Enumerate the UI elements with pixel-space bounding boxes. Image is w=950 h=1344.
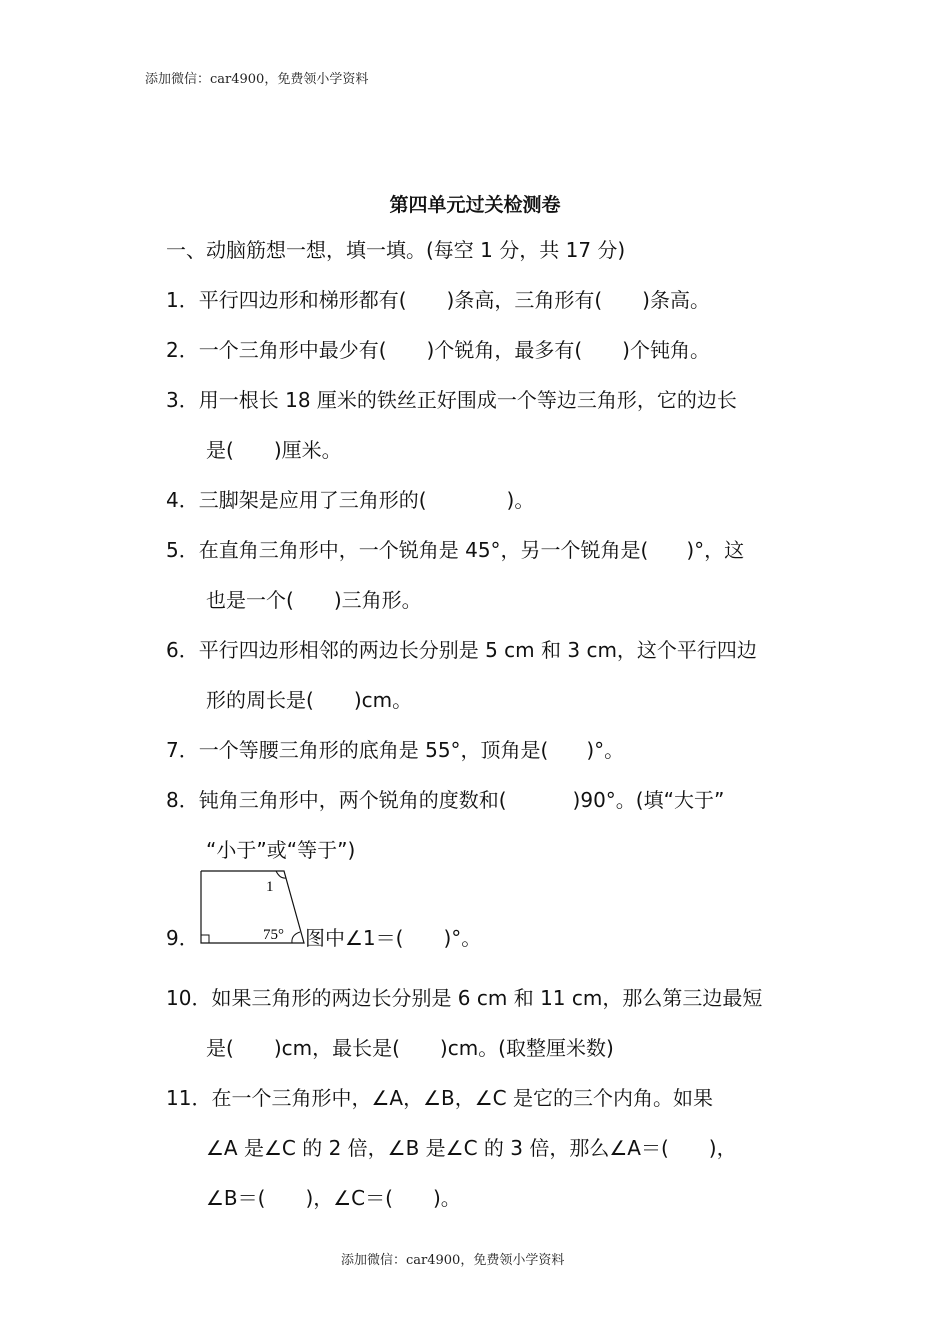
angle-75-label: 75° — [263, 927, 284, 943]
question-1: 1．平行四边形和梯形都有( )条高，三角形有( )条高。 — [166, 288, 710, 312]
trapezoid-figure — [198, 869, 308, 947]
question-3-line1: 3．用一根长 18 厘米的铁丝正好围成一个等边三角形，它的边长 — [166, 388, 737, 412]
question-2: 2．一个三角形中最少有( )个锐角，最多有( )个钝角。 — [166, 338, 710, 362]
question-6-line2: 形的周长是( )cm。 — [206, 688, 413, 712]
question-11-line1: 11．在一个三角形中，∠A，∠B，∠C 是它的三个内角。如果 — [166, 1086, 713, 1110]
question-10-line2: 是( )cm，最长是( )cm。(取整厘米数) — [206, 1036, 614, 1060]
page-title: 第四单元过关检测卷 — [389, 194, 561, 216]
question-9: 图中∠1＝( )°。 — [305, 926, 482, 950]
question-6-line1: 6．平行四边形相邻的两边长分别是 5 cm 和 3 cm，这个平行四边 — [166, 638, 757, 662]
angle-75-arc — [292, 932, 300, 943]
question-10-line1: 10．如果三角形的两边长分别是 6 cm 和 11 cm，那么第三边最短 — [166, 986, 763, 1010]
question-11-line2: ∠A 是∠C 的 2 倍，∠B 是∠C 的 3 倍，那么∠A＝( )， — [206, 1136, 737, 1160]
question-4: 4．三脚架是应用了三角形的( )。 — [166, 488, 535, 512]
question-5-line1: 5．在直角三角形中，一个锐角是 45°，另一个锐角是( )°，这 — [166, 538, 745, 562]
question-3-line2: 是( )厘米。 — [206, 438, 342, 462]
section-heading: 一、动脑筋想一想，填一填。(每空 1 分，共 17 分) — [166, 238, 626, 262]
question-11-line3: ∠B＝( )，∠C＝( )。 — [206, 1186, 461, 1210]
question-9-number: 9． — [166, 926, 199, 950]
angle-1-label: 1 — [266, 879, 274, 895]
watermark-top: 添加微信：car4900，免费领小学资料 — [145, 72, 369, 87]
question-8-line2: “小于”或“等于”) — [206, 838, 356, 862]
question-7: 7．一个等腰三角形的底角是 55°，顶角是( )°。 — [166, 738, 625, 762]
watermark-bottom: 添加微信：car4900，免费领小学资料 — [341, 1253, 565, 1268]
question-5-line2: 也是一个( )三角形。 — [206, 588, 422, 612]
question-8-line1: 8．钝角三角形中，两个锐角的度数和( )90°。(填“大于” — [166, 788, 725, 812]
